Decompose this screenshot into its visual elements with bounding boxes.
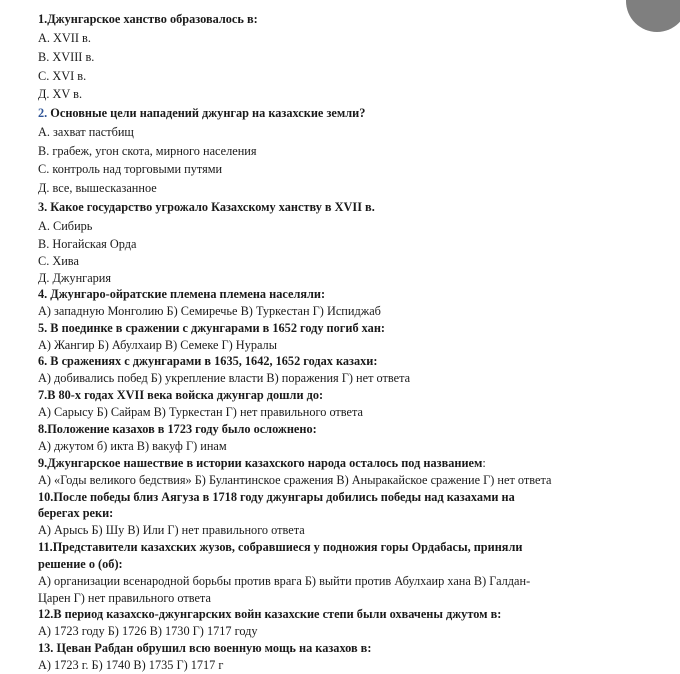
answer-line [38,30,91,46]
question-line [38,640,371,656]
line-text: В. XVIII в. [38,50,95,64]
question-line [38,556,123,572]
corner-avatar-badge [626,0,680,32]
line-text: 8.Положение казахов в 1723 году было осложнено: [38,422,317,436]
line-text: решение о (об): [38,557,123,571]
line-text: 12.В период казахско-джунгарских войн казахские степи были охвачены джутом в: [38,607,502,621]
question-line [38,421,317,437]
line-text: А) добивались побед Б) укрепление власти В) поражения Г) нет ответа [38,371,411,385]
line-suffix: : [482,456,486,470]
question-line [38,387,323,403]
answer-line [38,49,94,65]
answer-line [38,370,410,386]
line-text: 5. В поединке в сражении с джунгарами в 1652 году погиб хан: [38,321,386,335]
answer-line [38,337,277,353]
answer-line [38,270,111,286]
line-text: 11.Представители казахских жузов, собравшиеся у подножия горы Ордабасы, приняли [38,540,523,554]
question-number: 2. [38,106,48,120]
line-text: Д. XV в. [38,87,83,101]
answer-line [38,143,257,159]
question-line [38,286,325,302]
answer-line [38,218,92,234]
question-line [38,489,515,505]
answer-line [38,303,381,319]
answer-line [38,86,82,102]
line-text: 4. Джунгаро-ойратские племена племена населяли: [38,287,326,301]
line-text: А. захват пастбищ [38,125,134,139]
line-text: 9.Джунгарское нашествие в истории казахского народа осталось под названием [38,456,483,470]
line-text: В. грабеж, угон скота, мирного населения [38,144,257,158]
line-text: С. контроль над торговыми путями [38,162,223,176]
answer-line [38,68,86,84]
line-text: Д. все, вышесказанное [38,181,157,195]
line-text: 6. В сражениях с джунгарами в 1635, 1642, 1652 годах казахи: [38,354,378,368]
line-text: А) организации всенародной борьбы против врага Б) выйти против Абулхаир хана В) Галдан- [38,574,531,588]
answer-line [38,253,79,269]
question-line [38,199,375,215]
question-line [38,505,113,521]
line-text: 3. Какое государство угрожало Казахскому ханству в XVII в. [38,200,375,214]
answer-line [38,573,530,589]
line-text: А. Сибирь [38,219,93,233]
question-line [38,105,365,121]
question-line [38,455,486,471]
line-text: 1.Джунгарское ханство образовалось в: [38,12,258,26]
answer-line [38,180,157,196]
answer-line [38,124,134,140]
question-line [38,11,258,27]
line-text: Д. Джунгария [38,271,112,285]
question-line [38,320,385,336]
answer-line [38,590,211,606]
line-text: А) 1723 году Б) 1726 В) 1730 Г) 1717 году [38,624,258,638]
answer-line [38,522,305,538]
line-text: А. XVII в. [38,31,91,45]
line-text: А) «Годы великого бедствия» Б) Булантинское сражения В) Аныракайское сражение Г) нет ответа [38,473,552,487]
line-text: 10.После победы близ Аягуза в 1718 году джунгары добились победы над казахами на [38,490,515,504]
answer-line [38,161,222,177]
line-text: В. Ногайская Орда [38,237,137,251]
line-text: А) западную Монголию Б) Семиречье В) Туркестан Г) Испиджаб [38,304,381,318]
line-text: А) Арысь Б) Шу В) Или Г) нет правильного ответа [38,523,305,537]
line-text: 7.В 80-х годах XVII века войска джунгар дошли до: [38,388,324,402]
answer-line [38,657,223,673]
line-text: Царен Г) нет правильного ответа [38,591,211,605]
line-text: А) джутом б) икта В) вакуф Г) инам [38,439,227,453]
question-line [38,353,377,369]
line-text: берегах реки: [38,506,114,520]
line-text: 13. Цеван Рабдан обрушил всю военную мощь на казахов в: [38,641,372,655]
line-text: А) Жангир Б) Абулхаир В) Семеке Г) Нуралы [38,338,277,352]
question-line [38,606,501,622]
line-text: С. XVI в. [38,69,87,83]
question-line [38,539,522,555]
line-text: А) Сарысу Б) Сайрам В) Туркестан Г) нет правильного ответа [38,405,363,419]
answer-line [38,404,363,420]
line-text: Основные цели нападений джунгар на казахские земли? [47,106,366,120]
answer-line [38,236,136,252]
line-text: С. Хива [38,254,79,268]
answer-line [38,438,227,454]
answer-line [38,472,551,488]
line-text: А) 1723 г. Б) 1740 В) 1735 Г) 1717 г [38,658,224,672]
answer-line [38,623,258,639]
